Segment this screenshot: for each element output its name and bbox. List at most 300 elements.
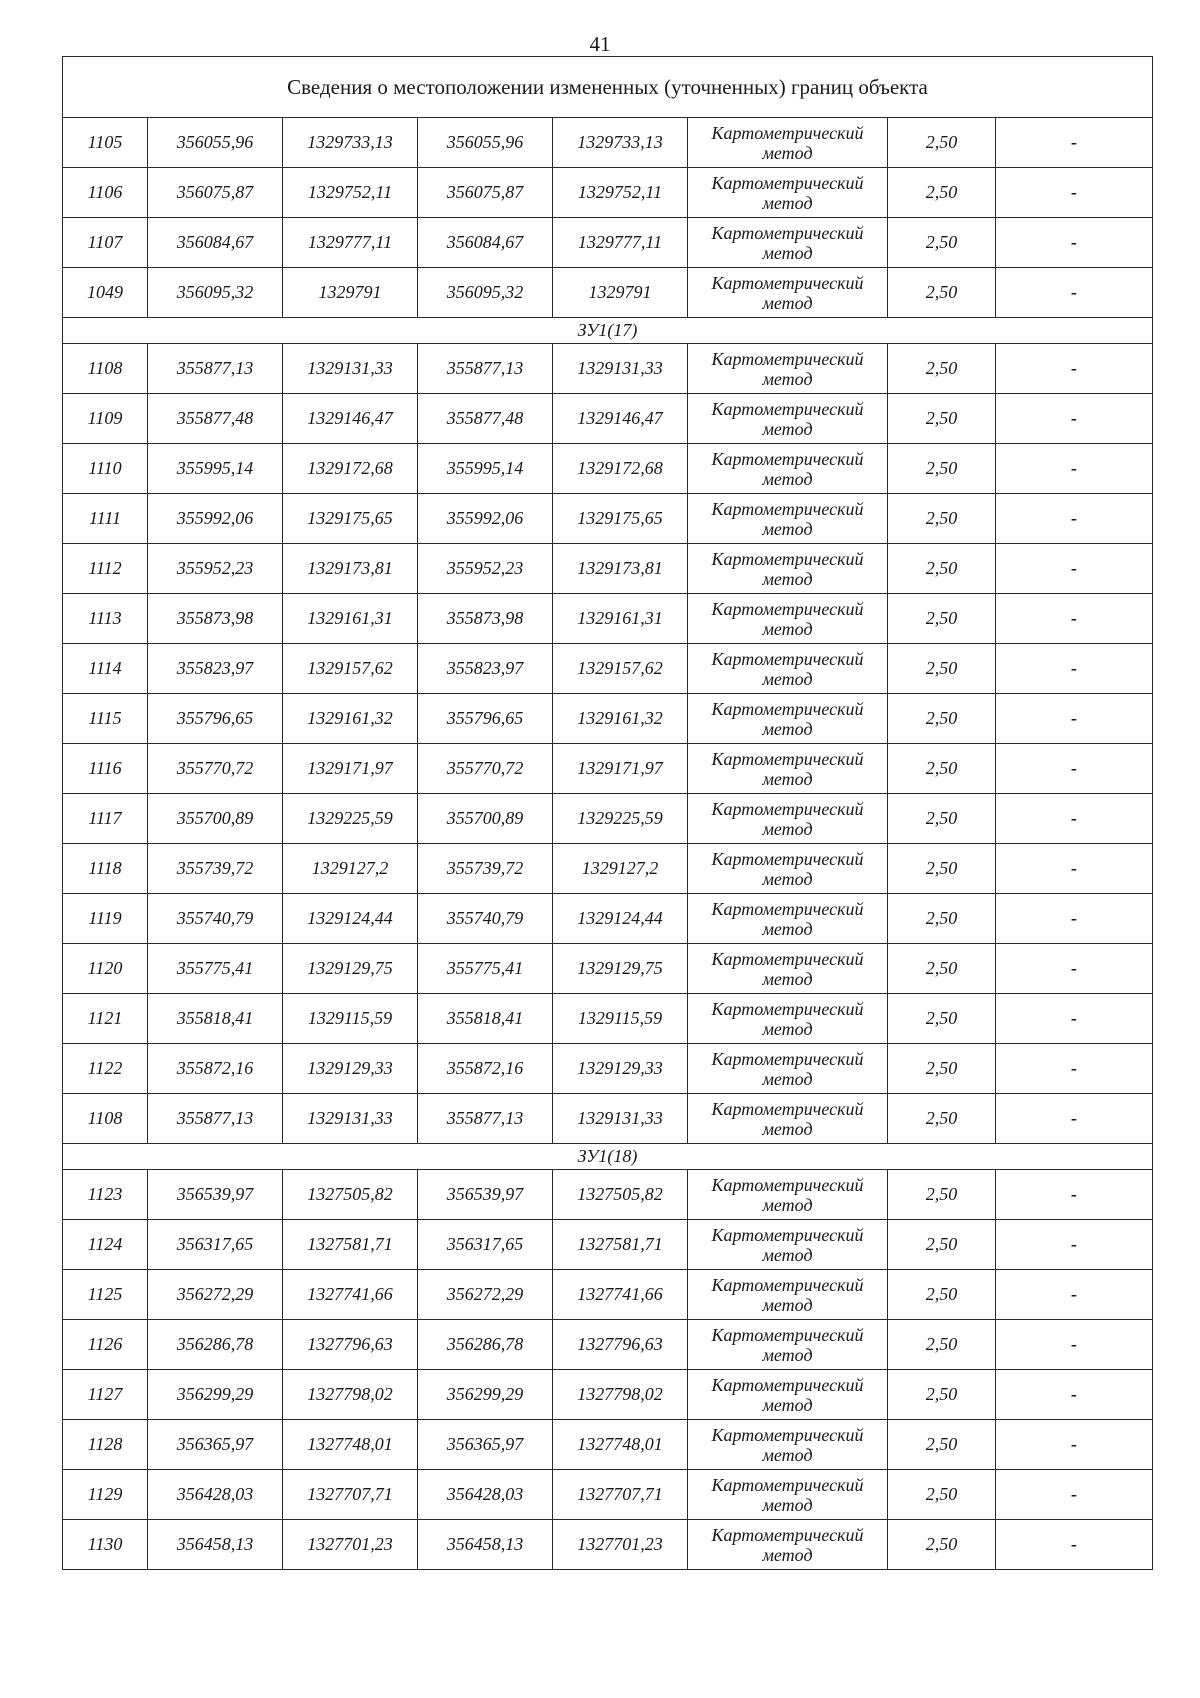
method-line-2: метод — [762, 718, 813, 739]
x-new-cell: 355700,89 — [418, 794, 553, 844]
table-row — [63, 1220, 1153, 1270]
y-new-cell: 1329124,44 — [553, 894, 688, 944]
x-new-cell: 355818,41 — [418, 994, 553, 1044]
y-existing-cell: 1329157,62 — [283, 644, 418, 694]
x-new-cell: 356539,97 — [418, 1170, 553, 1220]
y-existing-cell: 1329129,75 — [283, 944, 418, 994]
point-number-cell: 1117 — [63, 794, 148, 844]
x-existing-cell: 356075,87 — [148, 168, 283, 218]
description-cell: - — [996, 1170, 1153, 1220]
table-row — [63, 1320, 1153, 1370]
y-existing-cell: 1327581,71 — [283, 1220, 418, 1270]
x-existing-cell: 355992,06 — [148, 494, 283, 544]
method-cell — [688, 1470, 888, 1520]
method-line-1: Картометрический — [711, 398, 864, 419]
description-cell: - — [996, 118, 1153, 168]
x-new-cell: 355770,72 — [418, 744, 553, 794]
description-cell: - — [996, 394, 1153, 444]
method-cell — [688, 394, 888, 444]
y-existing-cell: 1327707,71 — [283, 1470, 418, 1520]
method-line-2: метод — [762, 668, 813, 689]
method-line-1: Картометрический — [711, 798, 864, 819]
method-line-2: метод — [762, 1244, 813, 1265]
section-label: ЗУ1(17) — [63, 318, 1153, 344]
x-existing-cell: 356084,67 — [148, 218, 283, 268]
point-number-cell: 1110 — [63, 444, 148, 494]
method-line-2: метод — [762, 818, 813, 839]
x-existing-cell: 356055,96 — [148, 118, 283, 168]
table-row — [63, 1170, 1153, 1220]
method-line-1: Картометрический — [711, 548, 864, 569]
point-number-cell: 1114 — [63, 644, 148, 694]
description-cell: - — [996, 168, 1153, 218]
method-cell — [688, 1094, 888, 1144]
method-cell — [688, 994, 888, 1044]
method-cell — [688, 594, 888, 644]
y-new-cell: 1327748,01 — [553, 1420, 688, 1470]
method-cell — [688, 444, 888, 494]
point-number-cell: 1112 — [63, 544, 148, 594]
method-cell — [688, 1270, 888, 1320]
description-cell: - — [996, 494, 1153, 544]
y-existing-cell: 1327701,23 — [283, 1520, 418, 1570]
method-line-1: Картометрический — [711, 598, 864, 619]
x-existing-cell: 355818,41 — [148, 994, 283, 1044]
method-line-2: метод — [762, 768, 813, 789]
method-line-1: Картометрический — [711, 748, 864, 769]
table-row — [63, 644, 1153, 694]
x-new-cell: 355877,13 — [418, 1094, 553, 1144]
method-line-1: Картометрический — [711, 1324, 864, 1345]
x-existing-cell: 355823,97 — [148, 644, 283, 694]
accuracy-cell: 2,50 — [888, 1170, 996, 1220]
description-cell: - — [996, 594, 1153, 644]
table-row — [63, 844, 1153, 894]
y-new-cell: 1327581,71 — [553, 1220, 688, 1270]
description-cell: - — [996, 1470, 1153, 1520]
accuracy-cell: 2,50 — [888, 844, 996, 894]
point-number-cell: 1105 — [63, 118, 148, 168]
x-existing-cell: 355775,41 — [148, 944, 283, 994]
y-new-cell: 1329161,31 — [553, 594, 688, 644]
x-new-cell: 355992,06 — [418, 494, 553, 544]
table-row — [63, 218, 1153, 268]
y-new-cell: 1327741,66 — [553, 1270, 688, 1320]
accuracy-cell: 2,50 — [888, 1270, 996, 1320]
section-row — [63, 318, 1153, 344]
x-new-cell: 356317,65 — [418, 1220, 553, 1270]
y-existing-cell: 1327798,02 — [283, 1370, 418, 1420]
accuracy-cell: 2,50 — [888, 1044, 996, 1094]
method-line-2: метод — [762, 1494, 813, 1515]
y-new-cell: 1329752,11 — [553, 168, 688, 218]
x-existing-cell: 355872,16 — [148, 1044, 283, 1094]
method-cell — [688, 1170, 888, 1220]
method-cell — [688, 344, 888, 394]
table-row — [63, 268, 1153, 318]
method-line-1: Картометрический — [711, 1424, 864, 1445]
table-title-row — [63, 57, 1153, 118]
method-line-1: Картометрический — [711, 272, 864, 293]
x-existing-cell: 356299,29 — [148, 1370, 283, 1420]
method-cell — [688, 1370, 888, 1420]
description-cell: - — [996, 1270, 1153, 1320]
y-existing-cell: 1329131,33 — [283, 1094, 418, 1144]
x-existing-cell: 356272,29 — [148, 1270, 283, 1320]
accuracy-cell: 2,50 — [888, 1370, 996, 1420]
y-existing-cell: 1327741,66 — [283, 1270, 418, 1320]
accuracy-cell: 2,50 — [888, 894, 996, 944]
point-number-cell: 1113 — [63, 594, 148, 644]
method-line-2: метод — [762, 468, 813, 489]
y-existing-cell: 1329161,32 — [283, 694, 418, 744]
x-new-cell: 355796,65 — [418, 694, 553, 744]
point-number-cell: 1108 — [63, 1094, 148, 1144]
accuracy-cell: 2,50 — [888, 394, 996, 444]
y-existing-cell: 1327796,63 — [283, 1320, 418, 1370]
y-existing-cell: 1329127,2 — [283, 844, 418, 894]
table-row — [63, 1370, 1153, 1420]
y-existing-cell: 1327748,01 — [283, 1420, 418, 1470]
table-row — [63, 1044, 1153, 1094]
table-title: Сведения о местоположении измененных (уточненных) границ объекта — [63, 57, 1153, 118]
description-cell: - — [996, 1370, 1153, 1420]
y-new-cell: 1329131,33 — [553, 1094, 688, 1144]
description-cell: - — [996, 944, 1153, 994]
method-line-2: метод — [762, 618, 813, 639]
description-cell: - — [996, 1094, 1153, 1144]
accuracy-cell: 2,50 — [888, 218, 996, 268]
description-cell: - — [996, 1420, 1153, 1470]
method-cell — [688, 118, 888, 168]
section-row — [63, 1144, 1153, 1170]
point-number-cell: 1120 — [63, 944, 148, 994]
table-row — [63, 168, 1153, 218]
y-existing-cell: 1329146,47 — [283, 394, 418, 444]
x-new-cell: 355877,13 — [418, 344, 553, 394]
y-new-cell: 1327707,71 — [553, 1470, 688, 1520]
coordinates-table — [62, 56, 1153, 1570]
method-line-1: Картометрический — [711, 1474, 864, 1495]
table-row — [63, 118, 1153, 168]
table-row — [63, 544, 1153, 594]
accuracy-cell: 2,50 — [888, 344, 996, 394]
x-existing-cell: 356365,97 — [148, 1420, 283, 1470]
description-cell: - — [996, 444, 1153, 494]
x-new-cell: 355872,16 — [418, 1044, 553, 1094]
table-row — [63, 794, 1153, 844]
table-row — [63, 344, 1153, 394]
method-cell — [688, 694, 888, 744]
table-row — [63, 594, 1153, 644]
point-number-cell: 1124 — [63, 1220, 148, 1270]
y-existing-cell: 1329161,31 — [283, 594, 418, 644]
description-cell: - — [996, 894, 1153, 944]
y-new-cell: 1327701,23 — [553, 1520, 688, 1570]
method-line-1: Картометрический — [711, 1048, 864, 1069]
method-cell — [688, 1320, 888, 1370]
y-new-cell: 1329129,75 — [553, 944, 688, 994]
x-existing-cell: 355700,89 — [148, 794, 283, 844]
method-line-1: Картометрический — [711, 122, 864, 143]
method-cell — [688, 1044, 888, 1094]
table-row — [63, 994, 1153, 1044]
y-new-cell: 1329172,68 — [553, 444, 688, 494]
method-line-1: Картометрический — [711, 1098, 864, 1119]
accuracy-cell: 2,50 — [888, 694, 996, 744]
x-new-cell: 356055,96 — [418, 118, 553, 168]
accuracy-cell: 2,50 — [888, 444, 996, 494]
y-existing-cell: 1329131,33 — [283, 344, 418, 394]
method-line-1: Картометрический — [711, 1374, 864, 1395]
y-existing-cell: 1329124,44 — [283, 894, 418, 944]
method-line-1: Картометрический — [711, 648, 864, 669]
table-row — [63, 694, 1153, 744]
x-existing-cell: 355877,13 — [148, 344, 283, 394]
method-line-2: метод — [762, 1544, 813, 1565]
x-existing-cell: 356458,13 — [148, 1520, 283, 1570]
method-line-1: Картометрический — [711, 698, 864, 719]
x-new-cell: 356075,87 — [418, 168, 553, 218]
method-line-1: Картометрический — [711, 348, 864, 369]
x-new-cell: 355873,98 — [418, 594, 553, 644]
method-cell — [688, 1220, 888, 1270]
table-row — [63, 444, 1153, 494]
y-new-cell: 1329115,59 — [553, 994, 688, 1044]
method-cell — [688, 268, 888, 318]
x-new-cell: 356458,13 — [418, 1520, 553, 1570]
x-new-cell: 356084,67 — [418, 218, 553, 268]
method-line-2: метод — [762, 192, 813, 213]
x-existing-cell: 356428,03 — [148, 1470, 283, 1520]
x-existing-cell: 355952,23 — [148, 544, 283, 594]
method-line-2: метод — [762, 1018, 813, 1039]
table-row — [63, 1470, 1153, 1520]
point-number-cell: 1121 — [63, 994, 148, 1044]
y-new-cell: 1327798,02 — [553, 1370, 688, 1420]
method-line-2: метод — [762, 242, 813, 263]
method-cell — [688, 218, 888, 268]
method-line-1: Картометрический — [711, 948, 864, 969]
y-new-cell: 1329777,11 — [553, 218, 688, 268]
method-cell — [688, 644, 888, 694]
accuracy-cell: 2,50 — [888, 1520, 996, 1570]
method-line-1: Картометрический — [711, 898, 864, 919]
y-existing-cell: 1329791 — [283, 268, 418, 318]
y-new-cell: 1329129,33 — [553, 1044, 688, 1094]
table-row — [63, 1520, 1153, 1570]
method-line-1: Картометрический — [711, 998, 864, 1019]
table-row — [63, 944, 1153, 994]
y-new-cell: 1329171,97 — [553, 744, 688, 794]
accuracy-cell: 2,50 — [888, 1320, 996, 1370]
x-existing-cell: 356095,32 — [148, 268, 283, 318]
x-new-cell: 355877,48 — [418, 394, 553, 444]
description-cell: - — [996, 544, 1153, 594]
method-line-1: Картометрический — [711, 1524, 864, 1545]
x-existing-cell: 356317,65 — [148, 1220, 283, 1270]
point-number-cell: 1049 — [63, 268, 148, 318]
y-existing-cell: 1327505,82 — [283, 1170, 418, 1220]
method-line-2: метод — [762, 368, 813, 389]
method-line-2: метод — [762, 1068, 813, 1089]
description-cell: - — [996, 218, 1153, 268]
y-new-cell: 1329791 — [553, 268, 688, 318]
point-number-cell: 1122 — [63, 1044, 148, 1094]
y-existing-cell: 1329777,11 — [283, 218, 418, 268]
method-cell — [688, 844, 888, 894]
y-new-cell: 1327796,63 — [553, 1320, 688, 1370]
y-existing-cell: 1329733,13 — [283, 118, 418, 168]
x-new-cell: 356286,78 — [418, 1320, 553, 1370]
x-existing-cell: 355740,79 — [148, 894, 283, 944]
point-number-cell: 1106 — [63, 168, 148, 218]
y-existing-cell: 1329171,97 — [283, 744, 418, 794]
section-label: ЗУ1(18) — [63, 1144, 1153, 1170]
x-new-cell: 356299,29 — [418, 1370, 553, 1420]
accuracy-cell: 2,50 — [888, 544, 996, 594]
point-number-cell: 1125 — [63, 1270, 148, 1320]
description-cell: - — [996, 1320, 1153, 1370]
x-existing-cell: 355739,72 — [148, 844, 283, 894]
point-number-cell: 1126 — [63, 1320, 148, 1370]
table-row — [63, 894, 1153, 944]
x-new-cell: 356365,97 — [418, 1420, 553, 1470]
description-cell: - — [996, 1220, 1153, 1270]
method-line-2: метод — [762, 1294, 813, 1315]
method-cell — [688, 1520, 888, 1570]
method-cell — [688, 1420, 888, 1470]
y-new-cell: 1329161,32 — [553, 694, 688, 744]
x-existing-cell: 356286,78 — [148, 1320, 283, 1370]
accuracy-cell: 2,50 — [888, 1220, 996, 1270]
y-new-cell: 1329127,2 — [553, 844, 688, 894]
accuracy-cell: 2,50 — [888, 1470, 996, 1520]
y-existing-cell: 1329175,65 — [283, 494, 418, 544]
table-row — [63, 1094, 1153, 1144]
accuracy-cell: 2,50 — [888, 644, 996, 694]
x-existing-cell: 355770,72 — [148, 744, 283, 794]
x-existing-cell: 355877,13 — [148, 1094, 283, 1144]
method-line-1: Картометрический — [711, 1224, 864, 1245]
y-existing-cell: 1329225,59 — [283, 794, 418, 844]
point-number-cell: 1115 — [63, 694, 148, 744]
accuracy-cell: 2,50 — [888, 1094, 996, 1144]
method-line-2: метод — [762, 968, 813, 989]
x-existing-cell: 355873,98 — [148, 594, 283, 644]
method-line-2: метод — [762, 292, 813, 313]
x-new-cell: 356428,03 — [418, 1470, 553, 1520]
point-number-cell: 1116 — [63, 744, 148, 794]
y-new-cell: 1329733,13 — [553, 118, 688, 168]
accuracy-cell: 2,50 — [888, 744, 996, 794]
description-cell: - — [996, 644, 1153, 694]
method-line-2: метод — [762, 868, 813, 889]
description-cell: - — [996, 1520, 1153, 1570]
y-existing-cell: 1329173,81 — [283, 544, 418, 594]
accuracy-cell: 2,50 — [888, 794, 996, 844]
x-new-cell: 355740,79 — [418, 894, 553, 944]
method-line-2: метод — [762, 568, 813, 589]
y-existing-cell: 1329115,59 — [283, 994, 418, 1044]
page-number: 41 — [589, 32, 611, 56]
method-line-2: метод — [762, 518, 813, 539]
method-cell — [688, 894, 888, 944]
method-line-2: метод — [762, 1444, 813, 1465]
method-line-1: Картометрический — [711, 1174, 864, 1195]
method-line-2: метод — [762, 418, 813, 439]
description-cell: - — [996, 1044, 1153, 1094]
method-cell — [688, 168, 888, 218]
accuracy-cell: 2,50 — [888, 1420, 996, 1470]
method-line-2: метод — [762, 1394, 813, 1415]
x-new-cell: 356095,32 — [418, 268, 553, 318]
description-cell: - — [996, 268, 1153, 318]
method-line-1: Картометрический — [711, 172, 864, 193]
table-row — [63, 744, 1153, 794]
accuracy-cell: 2,50 — [888, 268, 996, 318]
accuracy-cell: 2,50 — [888, 994, 996, 1044]
y-new-cell: 1329175,65 — [553, 494, 688, 544]
method-cell — [688, 494, 888, 544]
method-line-2: метод — [762, 142, 813, 163]
x-existing-cell: 355877,48 — [148, 394, 283, 444]
description-cell: - — [996, 794, 1153, 844]
description-cell: - — [996, 344, 1153, 394]
method-line-2: метод — [762, 1118, 813, 1139]
method-line-2: метод — [762, 1344, 813, 1365]
point-number-cell: 1111 — [63, 494, 148, 544]
accuracy-cell: 2,50 — [888, 168, 996, 218]
description-cell: - — [996, 994, 1153, 1044]
method-line-1: Картометрический — [711, 1274, 864, 1295]
point-number-cell: 1108 — [63, 344, 148, 394]
x-new-cell: 356272,29 — [418, 1270, 553, 1320]
x-new-cell: 355823,97 — [418, 644, 553, 694]
table-row — [63, 1270, 1153, 1320]
y-existing-cell: 1329129,33 — [283, 1044, 418, 1094]
point-number-cell: 1130 — [63, 1520, 148, 1570]
point-number-cell: 1118 — [63, 844, 148, 894]
x-new-cell: 355995,14 — [418, 444, 553, 494]
table-row — [63, 394, 1153, 444]
point-number-cell: 1129 — [63, 1470, 148, 1520]
table-row — [63, 1420, 1153, 1470]
y-new-cell: 1327505,82 — [553, 1170, 688, 1220]
y-new-cell: 1329146,47 — [553, 394, 688, 444]
y-new-cell: 1329131,33 — [553, 344, 688, 394]
method-cell — [688, 744, 888, 794]
point-number-cell: 1123 — [63, 1170, 148, 1220]
method-line-1: Картометрический — [711, 448, 864, 469]
accuracy-cell: 2,50 — [888, 594, 996, 644]
accuracy-cell: 2,50 — [888, 944, 996, 994]
point-number-cell: 1127 — [63, 1370, 148, 1420]
point-number-cell: 1107 — [63, 218, 148, 268]
x-existing-cell: 355796,65 — [148, 694, 283, 744]
y-new-cell: 1329157,62 — [553, 644, 688, 694]
description-cell: - — [996, 844, 1153, 894]
x-new-cell: 355952,23 — [418, 544, 553, 594]
accuracy-cell: 2,50 — [888, 118, 996, 168]
y-existing-cell: 1329752,11 — [283, 168, 418, 218]
x-new-cell: 355739,72 — [418, 844, 553, 894]
y-new-cell: 1329225,59 — [553, 794, 688, 844]
x-existing-cell: 356539,97 — [148, 1170, 283, 1220]
method-line-2: метод — [762, 918, 813, 939]
x-new-cell: 355775,41 — [418, 944, 553, 994]
method-cell — [688, 544, 888, 594]
